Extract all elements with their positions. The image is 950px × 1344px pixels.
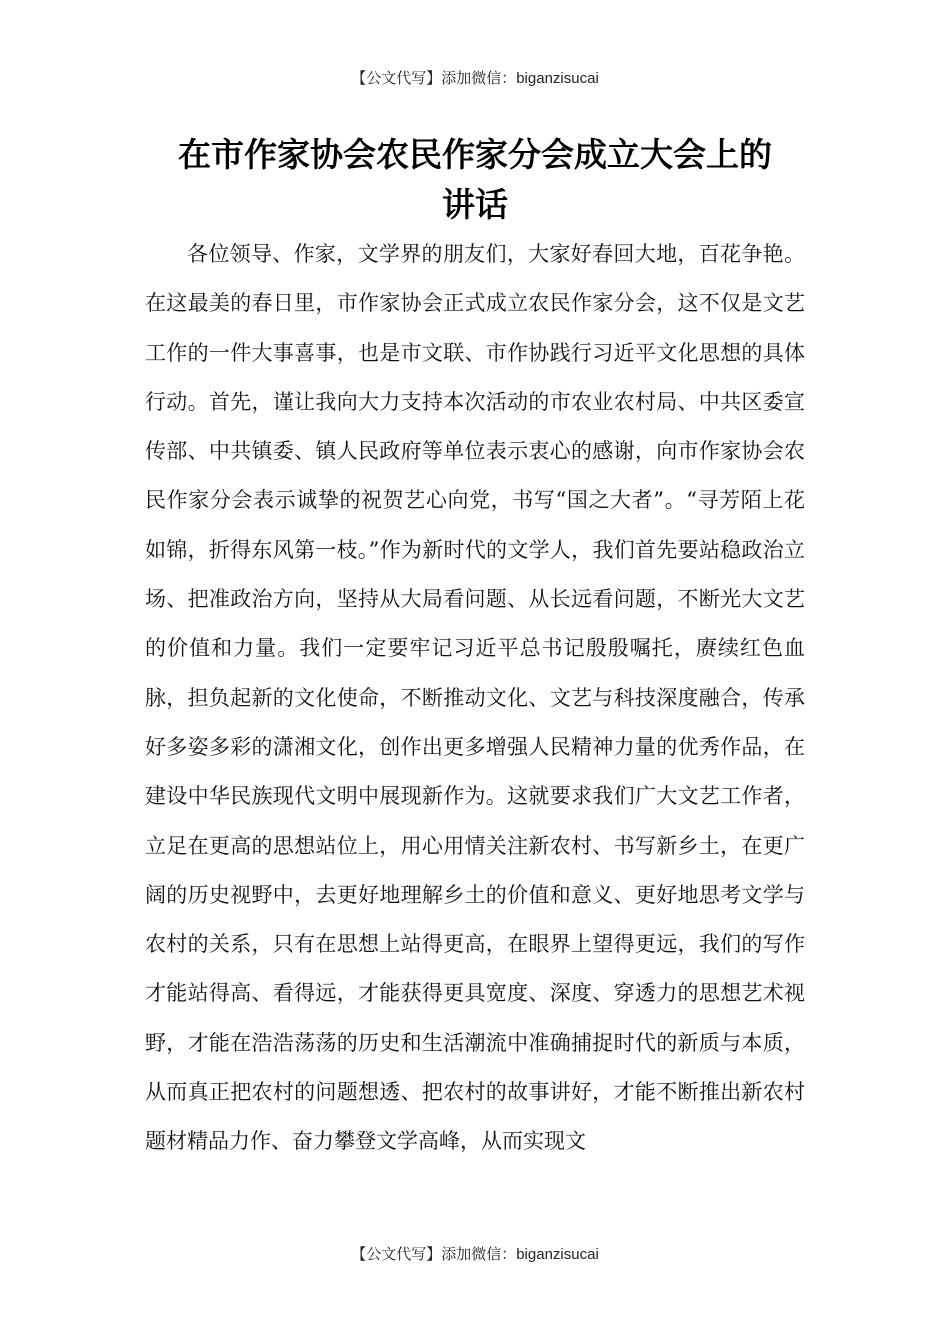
title-line-2: 讲话 bbox=[442, 185, 508, 224]
header-watermark-note: 【公文代写】添加微信：biganzisucai bbox=[351, 70, 599, 87]
body-paragraph: 各位领导、作家，文学界的朋友们，大家好春回大地，百花争艳。在这最美的春日里，市作家协会正式成立农民作家分会，这不仅是文艺工作的一件大事喜事，也是市文联、市作协践行习近平文化思想的具体行动。首先，谨让我向大力支持本次活动的市农业农村局、中共区委宣传部、中共镇委、镇人民政府等单位表示衷心的感谢，向市作家协会农民作家分会表示诚挚的祝贺艺心向党，书写“国之大者”。“寻芳陌上花如锦，折得东风第一枝。”作为新时代的文学人，我们首先要站稳政治立场、把准政治方向，坚持从大局看问题、从长远看问题，不断光大文艺的价值和力量。我们一定要牢记习近平总书记殷殷嘱托，赓续红色血脉，担负起新的文化使命，不断推动文化、文艺与科技深度融合，传承好多姿多彩的潇湘文化，创作出更多增强人民精神力量的优秀作品，在建设中华民族现代文明中展现新作为。这就要求我们广大文艺工作者，立足在更高的思想站位上，用心用情关注新农村、书写新乡土，在更广阔的历史视野中，去更好地理解乡土的价值和意义、更好地思考文学与农村的关系，只有在思想上站得更高，在眼界上望得更远，我们的写作才能站得高、看得远，才能获得更具宽度、深度、穿透力的思想艺术视野，才能在浩浩荡荡的历史和生活潮流中准确捕捉时代的新质与本质，从而真正把农村的问题想透、把农村的故事讲好，才能不断推出新农村题材精品力作、奋力攀登文学高峰，从而实现文 bbox=[145, 242, 805, 1154]
footer-watermark-note: 【公文代写】添加微信：biganzisucai bbox=[351, 1246, 599, 1263]
title-line-1: 在市作家协会农民作家分会成立大会上的 bbox=[178, 135, 772, 174]
document-title bbox=[110, 130, 840, 230]
